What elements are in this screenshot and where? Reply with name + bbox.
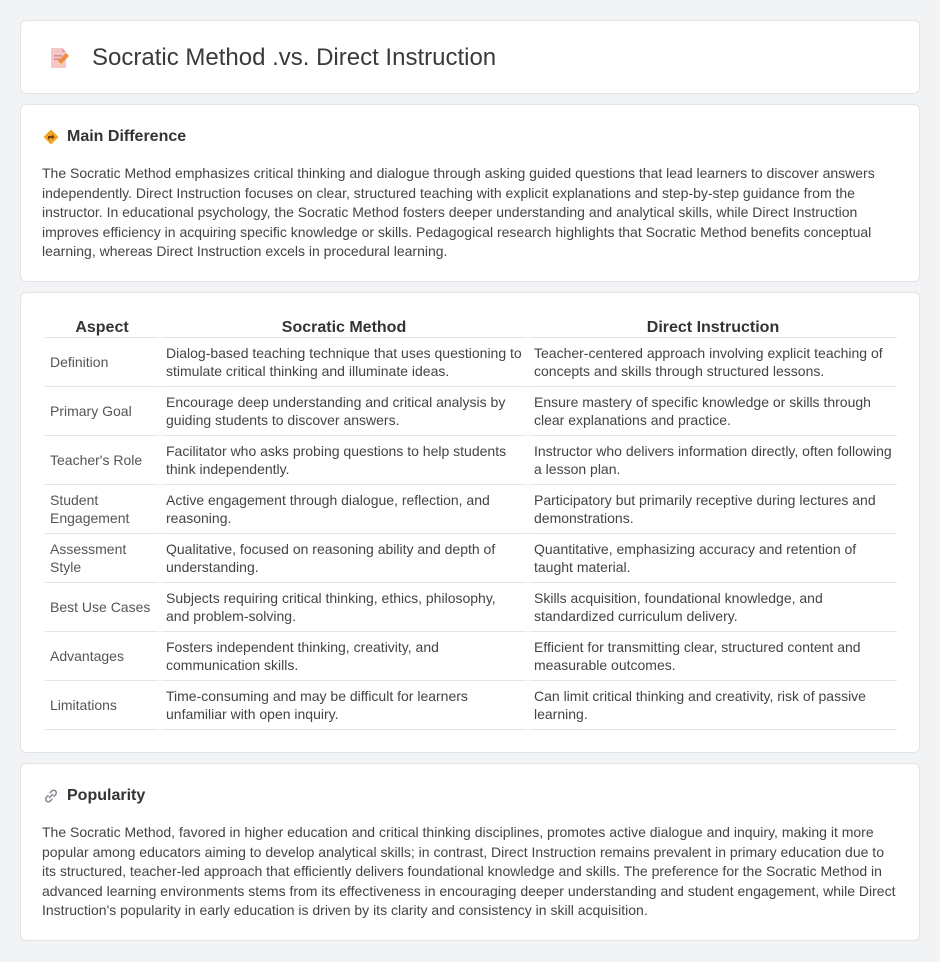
direct-cell: Efficient for transmitting clear, structured content and measurable outcomes.: [529, 632, 897, 681]
popularity-heading: Popularity: [67, 787, 146, 804]
popularity-text: The Socratic Method, favored in higher education and critical thinking disciplines, promotes active dialogue and inquiry, making it more popular among educators aiming to develop analytical skills; in contrast, Direct Instruction remains prevalent in primary education due to its structured, teacher-led approach that efficiently delivers foundational knowledge and skills. The preference for the Socratic Method in advanced learning environments stems from its effectiveness in encouraging deeper understanding and student engagement, while Direct Instruction's popularity in early education is driven by its clarity and consistency in skill acquisition.: [42, 824, 896, 919]
direct-cell: Participatory but primarily receptive during lectures and demonstrations.: [529, 485, 897, 534]
main-difference-header: [43, 127, 186, 147]
socratic-cell: Dialog-based teaching technique that uses questioning to stimulate critical thinking and illuminate ideas.: [161, 338, 527, 387]
socratic-cell: Qualitative, focused on reasoning ability and depth of understanding.: [161, 534, 527, 583]
popularity-card: [20, 763, 920, 941]
socratic-cell: Facilitator who asks probing questions to help students think independently.: [161, 436, 527, 485]
aspect-cell: Limitations: [45, 681, 159, 730]
main-difference-heading: Main Difference: [67, 128, 187, 145]
table-row: [45, 632, 897, 681]
column-header-direct: Direct Instruction: [529, 315, 897, 338]
direct-cell: Can limit critical thinking and creativity, risk of passive learning.: [529, 681, 897, 730]
aspect-cell: Assessment Style: [45, 534, 159, 583]
table-row: [45, 436, 897, 485]
link-icon: [43, 788, 59, 804]
column-header-aspect: Aspect: [45, 315, 159, 338]
table-row: [45, 338, 897, 387]
diamond-signpost-icon: [43, 129, 59, 145]
title-card: [20, 20, 920, 94]
direct-cell: Ensure mastery of specific knowledge or skills through clear explanations and practice.: [529, 387, 897, 436]
aspect-cell: Primary Goal: [45, 387, 159, 436]
direct-cell: Teacher-centered approach involving explicit teaching of concepts and skills through structured lessons.: [529, 338, 897, 387]
column-header-socratic: Socratic Method: [161, 315, 527, 338]
main-difference-card: [20, 104, 920, 282]
main-difference-text: The Socratic Method emphasizes critical thinking and dialogue through asking guided questions that lead learners to discover answers independently. Direct Instruction focuses on clear, structured teaching with explicit explanations and step-by-step guidance from the instructor. In educational psychology, the Socratic Method fosters deeper understanding and analytical skills, while Direct Instruction improves efficiency in acquiring specific knowledge or skills. Pedagogical research highlights that Socratic Method benefits conceptual learning, whereas Direct Instruction excels in procedural learning.: [42, 165, 875, 260]
table-header-row: [45, 315, 897, 338]
table-row: [45, 534, 897, 583]
table-row: [45, 387, 897, 436]
socratic-cell: Subjects requiring critical thinking, ethics, philosophy, and problem-solving.: [161, 583, 527, 632]
socratic-cell: Encourage deep understanding and critical analysis by guiding students to discover answers.: [161, 387, 527, 436]
table-row: [45, 485, 897, 534]
comparison-card: [20, 292, 920, 753]
page-title: Socratic Method .vs. Direct Instruction: [92, 44, 497, 71]
table-row: [45, 681, 897, 730]
table-row: [45, 583, 897, 632]
direct-cell: Instructor who delivers information directly, often following a lesson plan.: [529, 436, 897, 485]
popularity-header: [43, 786, 145, 806]
socratic-cell: Fosters independent thinking, creativity, and communication skills.: [161, 632, 527, 681]
aspect-cell: Definition: [45, 338, 159, 387]
document-pencil-icon: [47, 46, 71, 70]
socratic-cell: Active engagement through dialogue, reflection, and reasoning.: [161, 485, 527, 534]
aspect-cell: Best Use Cases: [45, 583, 159, 632]
direct-cell: Quantitative, emphasizing accuracy and retention of taught material.: [529, 534, 897, 583]
aspect-cell: Teacher's Role: [45, 436, 159, 485]
socratic-cell: Time-consuming and may be difficult for learners unfamiliar with open inquiry.: [161, 681, 527, 730]
aspect-cell: Advantages: [45, 632, 159, 681]
direct-cell: Skills acquisition, foundational knowledge, and standardized curriculum delivery.: [529, 583, 897, 632]
comparison-table: [43, 315, 899, 730]
aspect-cell: Student Engagement: [45, 485, 159, 534]
